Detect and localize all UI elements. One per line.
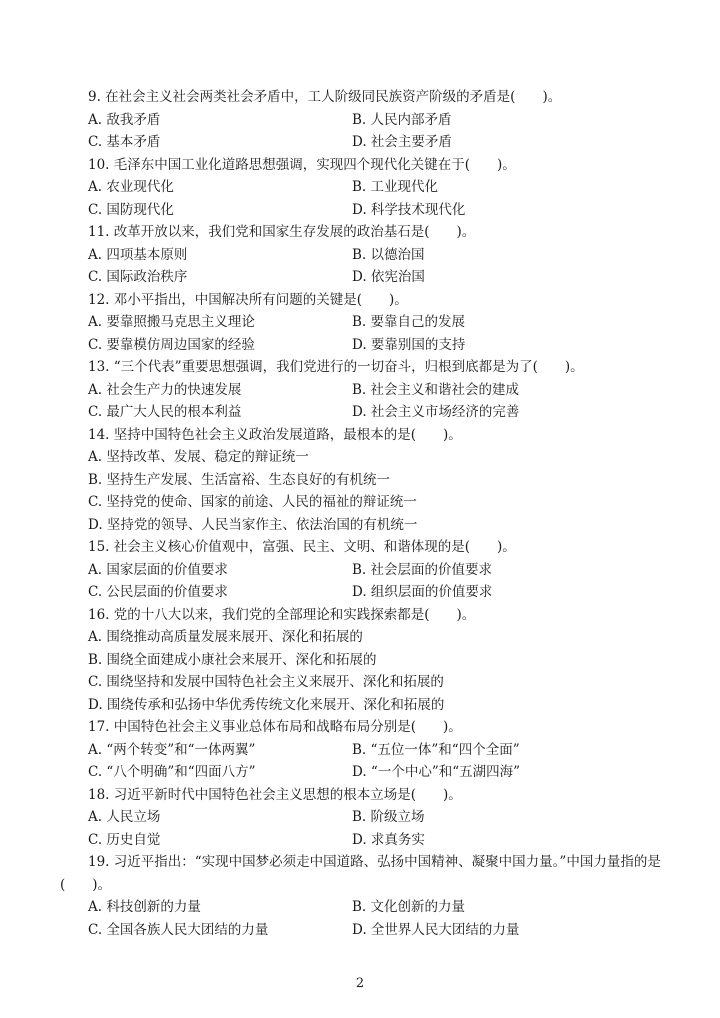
question-19 xyxy=(0,851,720,941)
option-row xyxy=(0,761,720,784)
option-c: C. 全国各族人民大团结的力量 xyxy=(88,921,269,938)
option-b: B. 以德治国 xyxy=(352,246,425,263)
option-a: A. 敌我矛盾 xyxy=(88,111,161,128)
option-d: D. 依宪治国 xyxy=(352,269,425,285)
question-17 xyxy=(0,716,720,784)
option-row xyxy=(0,896,720,919)
option-d: D. 围绕传承和弘扬中华优秀传统文化来展开、深化和拓展的 xyxy=(88,696,445,713)
question-stem: 12. 邓小平指出，中国解决所有问题的关键是( )。 xyxy=(88,291,408,308)
option-row xyxy=(0,806,720,829)
option-b: B. “五位一体”和“四个全面” xyxy=(352,741,520,758)
option-b: B. 阶级立场 xyxy=(352,809,425,825)
option-c: C. 最广大人民的根本利益 xyxy=(88,404,242,420)
option-row xyxy=(0,199,720,222)
option-row xyxy=(0,266,720,289)
page-number: 2 xyxy=(355,976,365,991)
option-row xyxy=(0,176,720,199)
option-a: A. 人民立场 xyxy=(88,809,161,825)
option-b: B. 文化创新的力量 xyxy=(352,899,466,915)
option-c: C. 公民层面的价值要求 xyxy=(88,584,228,600)
option-c: C. 国防现代化 xyxy=(88,201,174,218)
question-stem: 19. 习近平指出：“实现中国梦必须走中国道路、弘扬中国精神、凝聚中国力量。”中国力量指的是( )。 xyxy=(60,854,661,893)
option-row xyxy=(0,109,720,132)
option-row xyxy=(0,919,720,942)
option-d: D. 科学技术现代化 xyxy=(352,201,466,218)
question-stem: 10. 毛泽东中国工业化道路思想强调，实现四个现代化关键在于( )。 xyxy=(88,156,516,173)
question-stem: 11. 改革开放以来，我们党和国家生存发展的政治基石是( )。 xyxy=(88,224,476,240)
question-9 xyxy=(0,86,720,154)
option-row xyxy=(0,559,720,582)
question-stem: 18. 习近平新时代中国特色社会主义思想的根本立场是( )。 xyxy=(88,786,462,803)
option-c: C. 历史自觉 xyxy=(88,831,161,848)
option-b: B. 工业现代化 xyxy=(352,179,439,195)
option-a: A. 围绕推动高质量发展来展开、深化和拓展的 xyxy=(88,629,363,645)
question-13 xyxy=(0,356,720,424)
option-row xyxy=(0,401,720,424)
option-d: D. 社会主要矛盾 xyxy=(352,134,452,150)
option-row xyxy=(0,131,720,154)
option-a: A. 四项基本原则 xyxy=(88,246,188,263)
question-12 xyxy=(0,289,720,357)
option-c: C. 坚持党的使命、国家的前途、人民的福祉的辩证统一 xyxy=(88,494,417,510)
option-c: C. 国际政治秩序 xyxy=(88,269,188,285)
option-b: B. 社会层面的价值要求 xyxy=(352,561,493,578)
option-row xyxy=(0,581,720,604)
option-d: D. 全世界人民大团结的力量 xyxy=(352,921,520,938)
option-a: A. 农业现代化 xyxy=(88,179,174,195)
option-c: C. “八个明确”和“四面八方” xyxy=(88,764,256,780)
question-stem: 15. 社会主义核心价值观中，富强、民主、文明、和谐体现的是( )。 xyxy=(88,539,516,555)
option-d: D. “一个中心”和“五湖四海” xyxy=(352,764,521,780)
option-d: D. 社会主义市场经济的完善 xyxy=(352,404,520,420)
option-d: D. 坚持党的领导、人民当家作主、依法治国的有机统一 xyxy=(88,516,418,533)
option-b: B. 要靠自己的发展 xyxy=(352,314,466,330)
option-row xyxy=(0,739,720,762)
option-a: A. 社会生产力的快速发展 xyxy=(88,381,242,398)
option-list xyxy=(0,626,720,716)
option-row xyxy=(0,334,720,357)
option-d: D. 组织层面的价值要求 xyxy=(352,584,493,600)
option-d: D. 求真务实 xyxy=(352,831,425,848)
question-list xyxy=(0,86,720,941)
question-stem: 14. 坚持中国特色社会主义政治发展道路，最根本的是( )。 xyxy=(88,426,462,443)
option-row xyxy=(0,379,720,402)
question-18 xyxy=(0,784,720,852)
question-stem: 17. 中国特色社会主义事业总体布局和战略布局分别是( )。 xyxy=(88,719,462,735)
option-d: D. 要靠别国的支持 xyxy=(352,336,466,353)
option-a: A. 科技创新的力量 xyxy=(88,899,201,915)
option-b: B. 人民内部矛盾 xyxy=(352,111,452,128)
question-14 xyxy=(0,424,720,537)
option-a: A. “两个转变”和“一体两翼” xyxy=(88,741,256,758)
question-11 xyxy=(0,221,720,289)
option-c: C. 基本矛盾 xyxy=(88,134,161,150)
option-c: C. 围绕坚持和发展中国特色社会主义来展开、深化和拓展的 xyxy=(88,674,444,690)
question-16 xyxy=(0,604,720,717)
option-row xyxy=(0,311,720,334)
option-b: B. 社会主义和谐社会的建成 xyxy=(352,381,520,398)
question-stem: 16. 党的十八大以来，我们党的全部理论和实践探索都是( )。 xyxy=(88,606,476,623)
option-b: B. 围绕全面建成小康社会来展开、深化和拓展的 xyxy=(88,651,377,668)
option-a: A. 国家层面的价值要求 xyxy=(88,561,228,578)
option-c: C. 要靠模仿周边国家的经验 xyxy=(88,336,255,353)
option-row xyxy=(0,829,720,852)
option-list xyxy=(0,446,720,536)
question-10 xyxy=(0,154,720,222)
option-a: A. 坚持改革、发展、稳定的辩证统一 xyxy=(88,449,309,465)
option-row xyxy=(0,244,720,267)
option-b: B. 坚持生产发展、生活富裕、生态良好的有机统一 xyxy=(88,471,391,488)
question-15 xyxy=(0,536,720,604)
question-stem: 9. 在社会主义社会两类社会矛盾中，工人阶级同民族资产阶级的矛盾是( )。 xyxy=(88,89,562,105)
question-stem: 13. “三个代表”重要思想强调，我们党进行的一切奋斗，归根到底都是为了( )。 xyxy=(88,359,584,375)
option-a: A. 要靠照搬马克思主义理论 xyxy=(88,314,255,330)
